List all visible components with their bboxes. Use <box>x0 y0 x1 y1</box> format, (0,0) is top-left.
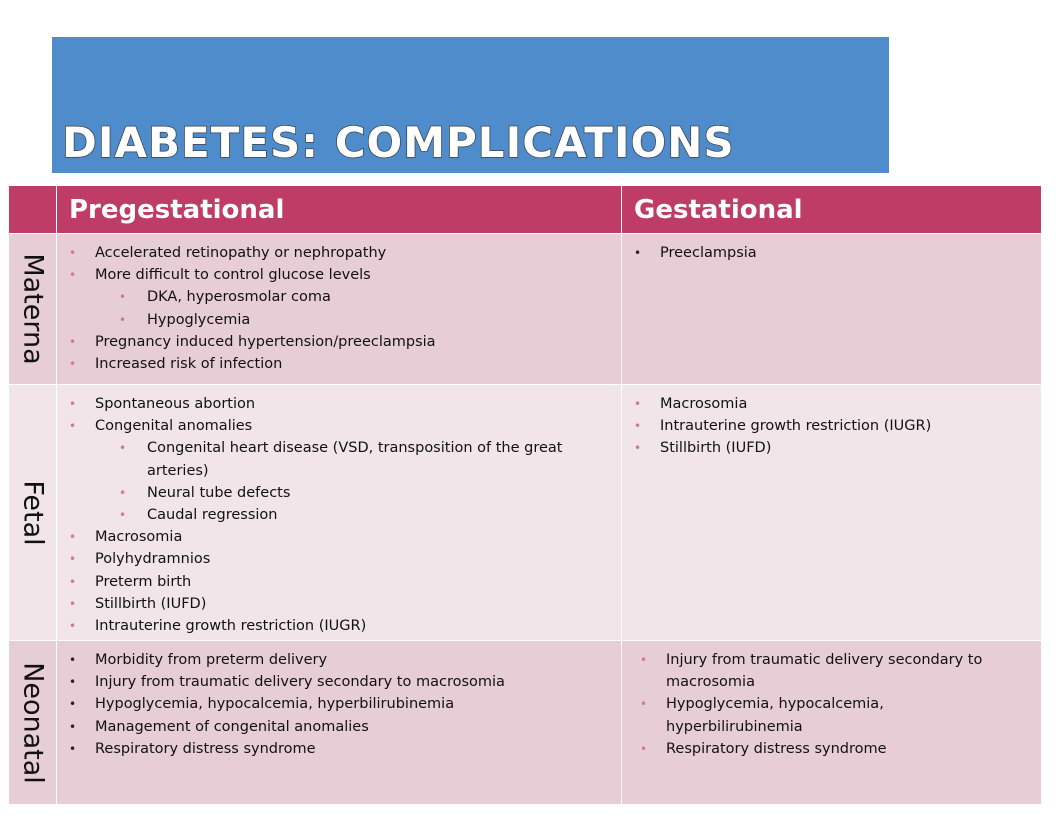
bullet-icon: • <box>69 530 77 545</box>
bullet-icon: • <box>634 419 642 434</box>
row-label-neonatal: Neonatal <box>17 661 48 784</box>
list-item: • Morbidity from preterm delivery <box>95 649 621 671</box>
row-label-cell-neonatal <box>9 641 57 805</box>
list-item: • Injury from traumatic delivery secondary to macrosomia <box>95 671 621 693</box>
list-item: • Macrosomia <box>95 526 621 548</box>
bullet-icon: • <box>69 619 77 634</box>
bullet-icon: • <box>69 596 77 611</box>
list-item: • Macrosomia <box>660 393 1041 415</box>
list-item: • Spontaneous abortion <box>95 393 621 415</box>
list-item: • Pregnancy induced hypertension/preeclampsia <box>95 331 621 353</box>
header-pregestational: Pregestational <box>57 186 622 234</box>
list-item: • Neural tube defects <box>147 482 621 504</box>
bullet-icon: • <box>640 697 648 712</box>
bullet-icon: • <box>69 419 77 434</box>
bullet-icon: • <box>119 312 127 327</box>
bullet-icon: • <box>119 290 127 305</box>
cell-neonatal-pregestational <box>57 641 622 805</box>
list-item: • Accelerated retinopathy or nephropathy <box>95 242 621 264</box>
table-row-neonatal <box>9 641 1042 805</box>
list-item: • Intrauterine growth restriction (IUGR) <box>95 615 621 637</box>
bullet-icon: • <box>634 246 642 260</box>
bullet-icon: • <box>69 552 77 567</box>
cell-maternal-gestational <box>622 234 1042 385</box>
row-label-cell-maternal <box>9 234 57 385</box>
list-item: • Respiratory distress syndrome <box>666 738 1041 760</box>
list-item: • Increased risk of infection <box>95 353 621 375</box>
header-corner <box>9 186 57 234</box>
row-label-cell-fetal <box>9 385 57 641</box>
bullet-icon: • <box>69 397 77 411</box>
bullet-icon: • <box>69 653 77 667</box>
table-row-maternal <box>9 234 1042 385</box>
list-item: • Congenital anomalies <box>95 415 621 437</box>
list-item: • Congenital heart disease (VSD, transposition of the great arteries) <box>147 437 597 481</box>
row-label-maternal: Materna <box>17 253 48 365</box>
list-item: • Hypoglycemia, hypocalcemia, hyperbilirubinemia <box>666 693 996 737</box>
bullet-icon: • <box>69 719 77 734</box>
list-item: • Injury from traumatic delivery secondary to macrosomia <box>666 649 1016 693</box>
list-item: • More difficult to control glucose levels <box>95 264 621 286</box>
bullet-icon: • <box>119 508 127 523</box>
list-item: • Management of congenital anomalies <box>95 716 621 738</box>
bullet-icon: • <box>69 574 77 589</box>
cell-fetal-gestational <box>622 385 1042 641</box>
header-gestational: Gestational <box>622 186 1042 234</box>
bullet-icon: • <box>69 675 77 690</box>
list-item: • DKA, hyperosmolar coma <box>147 286 621 308</box>
bullet-icon: • <box>69 268 77 283</box>
list-item: • Hypoglycemia, hypocalcemia, hyperbilirubinemia <box>95 693 621 715</box>
slide-title: DIABETES: COMPLICATIONS <box>62 118 735 167</box>
cell-maternal-pregestational <box>57 234 622 385</box>
complications-table <box>8 185 1042 805</box>
bullet-icon: • <box>634 397 642 411</box>
bullet-icon: • <box>69 334 77 349</box>
list-item: • Preeclampsia <box>660 242 1041 264</box>
bullet-icon: • <box>640 741 648 756</box>
bullet-icon: • <box>119 441 127 456</box>
list-item: • Respiratory distress syndrome <box>95 738 621 760</box>
bullet-icon: • <box>69 246 77 260</box>
list-item: • Stillbirth (IUFD) <box>660 437 1041 459</box>
bullet-icon: • <box>69 357 77 372</box>
bullet-icon: • <box>69 697 77 712</box>
table-row-fetal <box>9 385 1042 641</box>
row-label-fetal: Fetal <box>17 479 48 546</box>
bullet-icon: • <box>119 485 127 500</box>
list-item: • Stillbirth (IUFD) <box>95 593 621 615</box>
cell-neonatal-gestational <box>622 641 1042 805</box>
list-item: • Hypoglycemia <box>147 309 621 331</box>
header-row <box>9 186 1042 234</box>
bullet-icon: • <box>640 653 648 667</box>
list-item: • Polyhydramnios <box>95 548 621 570</box>
list-item: • Intrauterine growth restriction (IUGR) <box>660 415 1041 437</box>
list-item: • Caudal regression <box>147 504 621 526</box>
bullet-icon: • <box>634 441 642 456</box>
list-item: • Preterm birth <box>95 571 621 593</box>
cell-fetal-pregestational <box>57 385 622 641</box>
bullet-icon: • <box>69 741 77 756</box>
